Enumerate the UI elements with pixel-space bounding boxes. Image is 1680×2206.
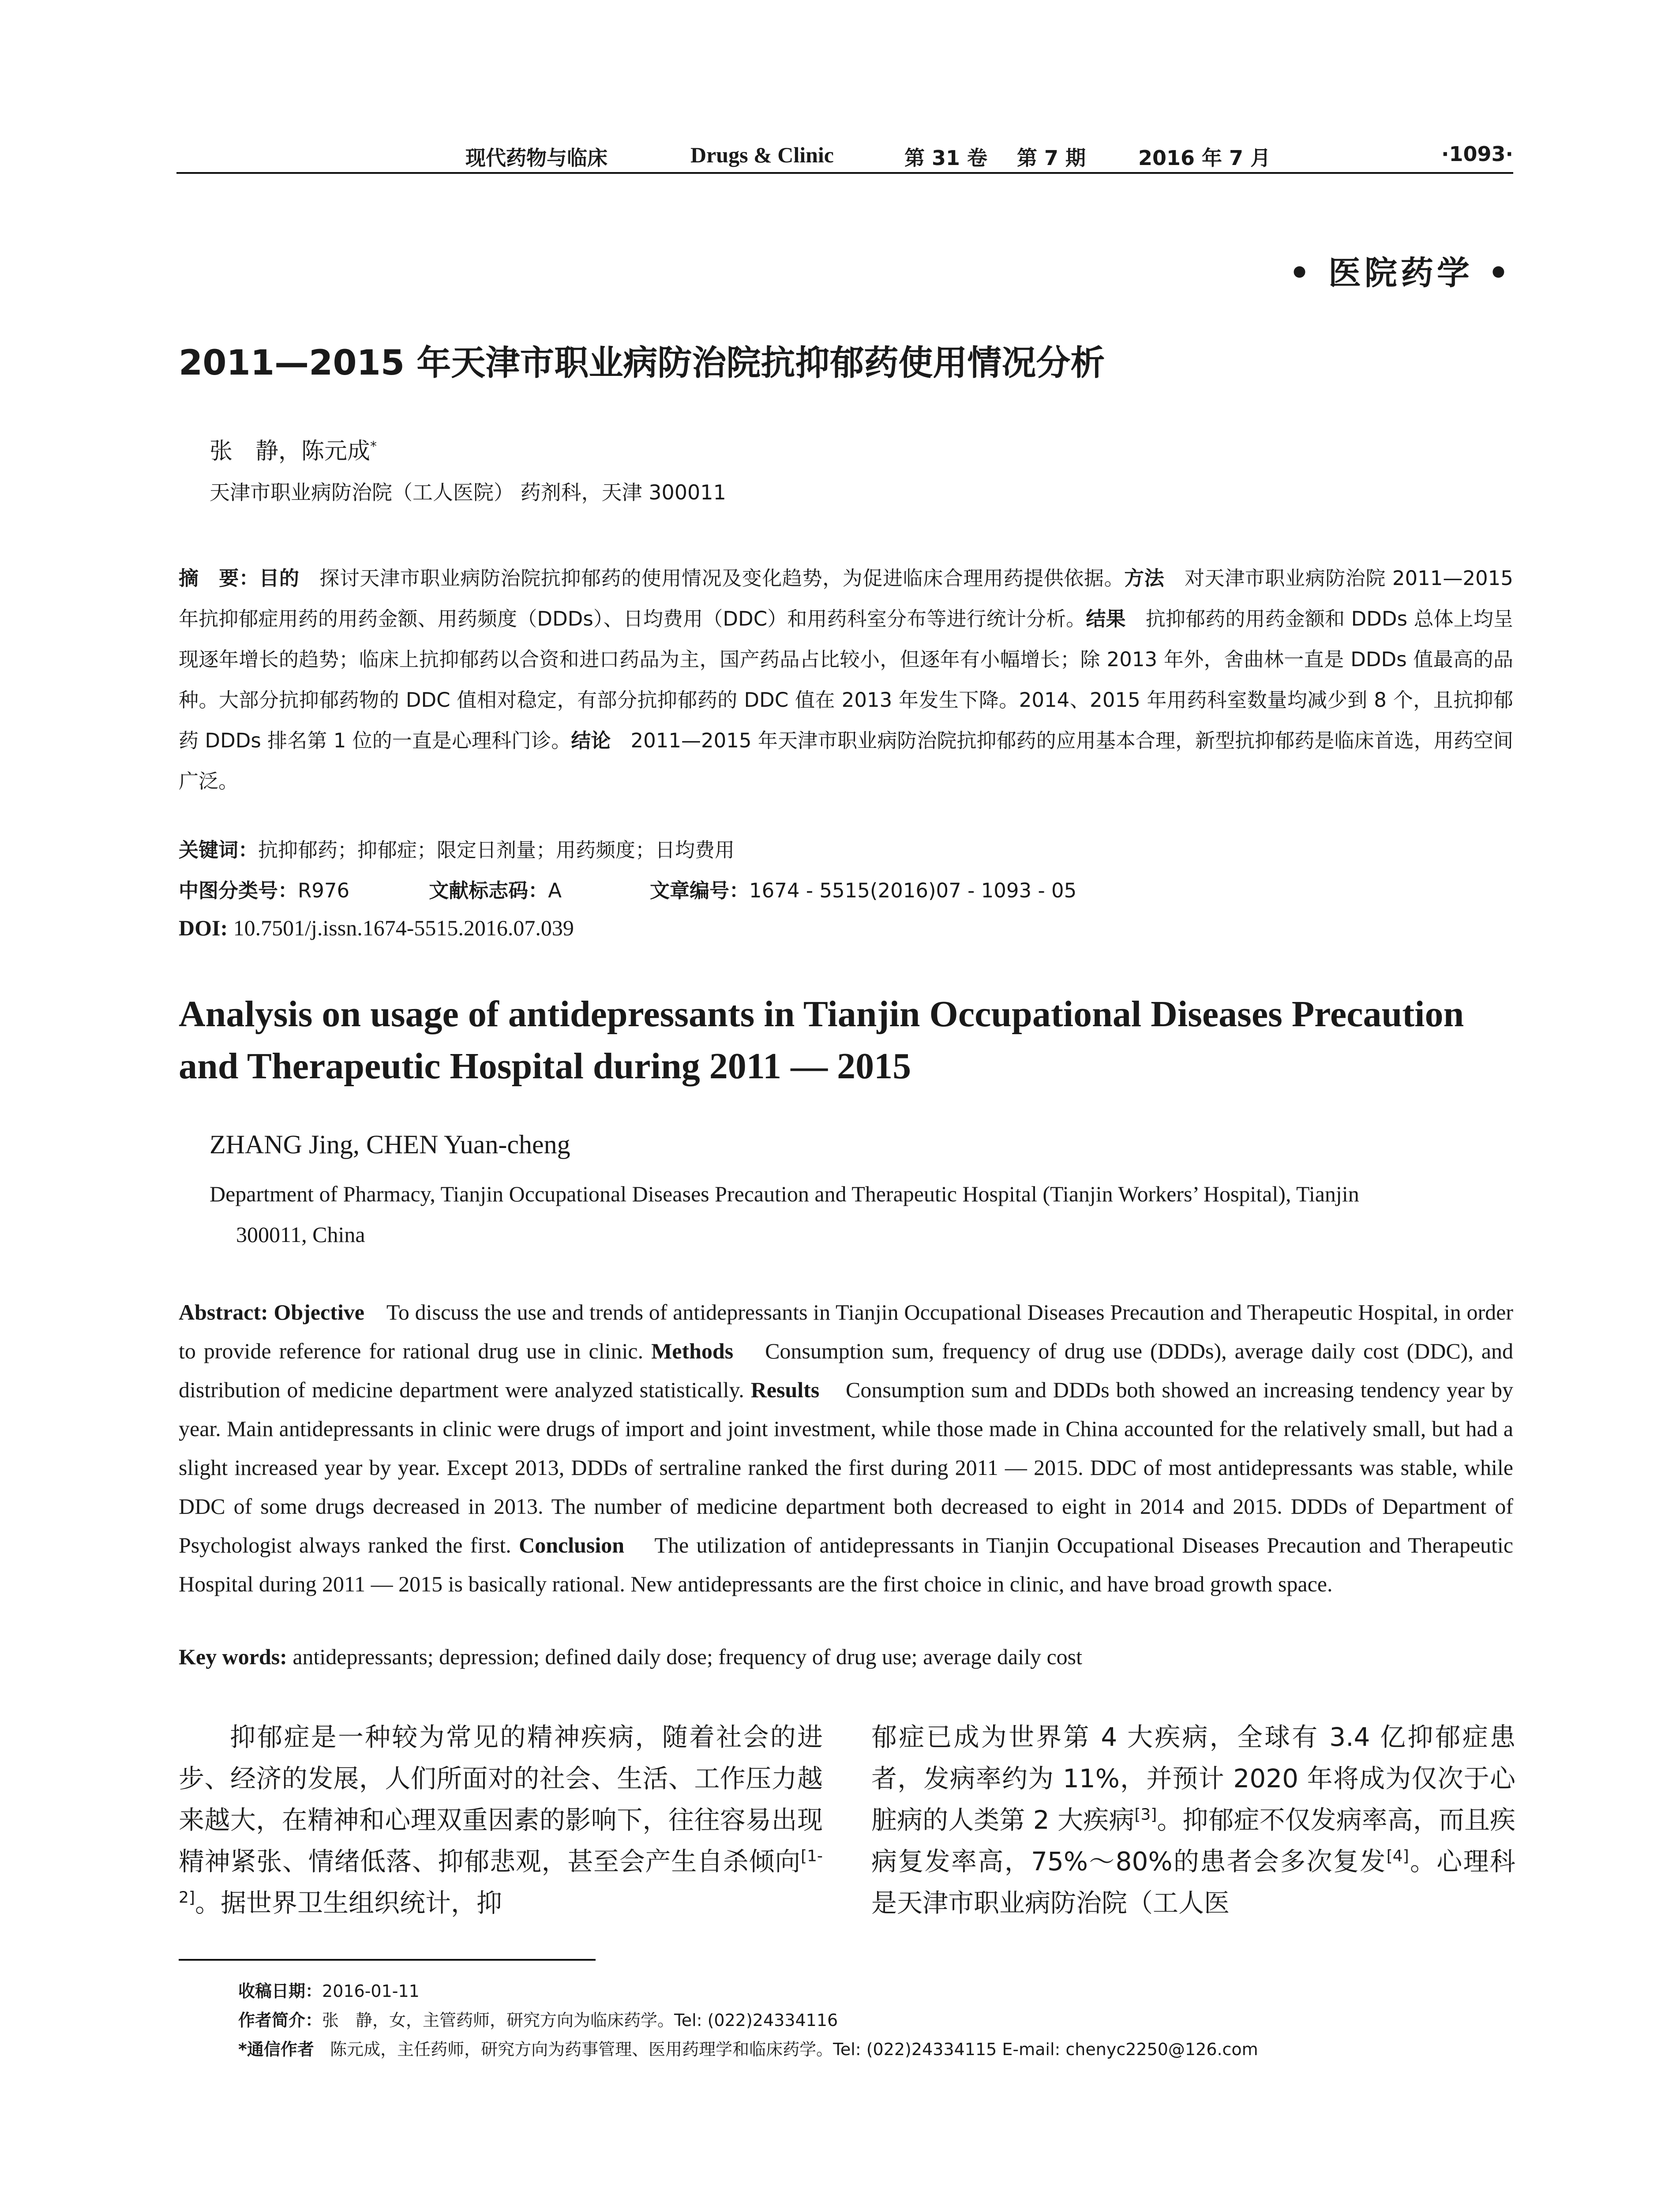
objective-text-cn: 探讨天津市职业病防治院抗抑郁药的使用情况及变化趋势，为促进临床合理用药提供依据。 — [319, 567, 1125, 590]
corresponding-mark: * — [370, 439, 377, 454]
objective-text-en: To discuss the use and trends of antidepressants in Tianjin Occupational Diseases Precaution and Therapeutic Hospital, in order to provide reference for rational drug use in clinic. — [179, 1300, 1514, 1363]
corresponding-info: 陈元成，主任药师，研究方向为药事管理、医用药理学和临床药学。Tel: (022)24334115 E-mail: chenyc2250@126.com — [330, 2040, 1258, 2059]
corresponding-label: *通信作者 — [238, 2040, 314, 2059]
author-bio: 张 静，女，主管药师，研究方向为临床药学。Tel: (022)24334116 — [322, 2011, 838, 2030]
body-paragraph — [179, 1716, 823, 1924]
results-label-cn: 结果 — [1086, 607, 1126, 630]
footnotes — [238, 1977, 1513, 2064]
citation-4[interactable]: [4] — [1386, 1847, 1409, 1865]
methods-label-en: Methods — [651, 1339, 734, 1363]
doi-value[interactable]: 10.7501/j.issn.1674-5515.2016.07.039 — [233, 915, 574, 940]
doc-code-label: 文献标志码： — [429, 879, 548, 902]
objective-label-en: Objective — [274, 1300, 364, 1324]
conclusion-label-en: Conclusion — [519, 1533, 625, 1557]
footnote-author — [238, 2006, 1513, 2035]
issue-number: 第 7 期 — [1017, 146, 1086, 170]
classification-line — [179, 874, 1076, 903]
journal-name-cn: 现代药物与临床 — [465, 146, 608, 170]
footnote-divider — [179, 1959, 596, 1961]
body-text-left-a: 抑郁症是一种较为常见的精神疾病，随着社会的进步、经济的发展，人们所面对的社会、生活、工作压力越来越大，在精神和心理双重因素的影响下，往往容易出现精神紧张、情绪低落、抑郁悲观，甚至会产生自杀倾向 — [179, 1722, 823, 1876]
body-text-right-c: 。心理科是天津市职业病防治院（工人医 — [871, 1846, 1515, 1918]
journal-name-en: Drugs & Clinic — [690, 143, 834, 167]
affiliation-en-line2: 300011, China — [236, 1222, 365, 1247]
body-text-left-b: 。据世界卫生组织统计，抑 — [195, 1888, 502, 1918]
results-text-cn: 抗抑郁药的用药金额和 DDDs 总体上均呈现逐年增长的趋势；临床上抗抑郁药以合资和进口药品为主，国产药品占比较小，但逐年有小幅增长；除 2013 年外，舍曲林一直是 DDDs 值最高的品种。大部分抗抑郁药物的 DDC 值相对稳定，有部分抗抑郁药的 DDC 值在 2013 年发生下降。2014、2015 年用药科室数量均减少到 8 个，且抗抑郁药 DDDs 排名第 1 位的一直是心理科门诊。 — [179, 607, 1513, 752]
keywords-cn — [179, 834, 735, 863]
footnote-corresponding — [238, 2035, 1513, 2064]
abstract-label-en: Abstract: — [179, 1300, 268, 1324]
affiliation-en — [210, 1174, 1513, 1255]
article-title-cn: 2011—2015 年天津市职业病防治院抗抑郁药使用情况分析 — [179, 343, 1105, 383]
section-label: • 医院药学 • — [1289, 254, 1512, 292]
abstract-cn — [179, 558, 1513, 802]
clc-label: 中图分类号： — [179, 879, 298, 902]
doc-code-value: A — [548, 879, 562, 902]
page-number: ·1093· — [1441, 142, 1513, 166]
publication-date: 2016 年 7 月 — [1138, 146, 1271, 170]
article-number-label: 文章编号： — [650, 879, 750, 902]
author-bio-label: 作者简介： — [238, 2011, 322, 2030]
citation-3[interactable]: [3] — [1134, 1805, 1157, 1824]
abstract-label-cn: 摘 要： — [179, 567, 259, 590]
conclusion-label-cn: 结论 — [571, 729, 611, 752]
methods-text-en: Consumption sum, frequency of drug use (DDDs), average daily cost (DDC), and distribution of medicine department were analyzed statistically. — [179, 1339, 1513, 1402]
authors-cn — [210, 432, 377, 465]
clc-value: R976 — [298, 879, 350, 902]
doi-line — [179, 915, 574, 941]
body-column-right — [871, 1716, 1515, 1924]
keywords-label-cn: 关键词： — [179, 838, 259, 862]
volume-number: 第 31 卷 — [904, 146, 988, 170]
keywords-value-en: antidepressants; depression; defined daily dose; frequency of drug use; average daily cost — [292, 1644, 1083, 1669]
keywords-value-cn: 抗抑郁药；抑郁症；限定日剂量；用药频度；日均费用 — [258, 838, 735, 862]
body-text-right-b: 。抑郁症不仅发病率高，而且疾病复发率高，75%～80%的患者会多次复发 — [871, 1805, 1515, 1876]
conclusion-text-cn: 2011—2015 年天津市职业病防治院抗抑郁药的应用基本合理，新型抗抑郁药是临床首选，用药空间广泛。 — [179, 729, 1513, 793]
author-names-cn: 张 静，陈元成 — [210, 438, 371, 465]
received-date: 2016-01-11 — [322, 1981, 420, 2001]
body-text-right-a: 郁症已成为世界第 4 大疾病，全球有 3.4 亿抑郁症患者，发病率约为 11%，并预计 2020 年将成为仅次于心脏病的人类第 2 大疾病 — [871, 1722, 1515, 1835]
article-title-en: Analysis on usage of antidepressants in Tianjin Occupational Diseases Precaution and Therapeutic Hospital during 2011 — 2015 — [179, 994, 1464, 1087]
received-label: 收稿日期： — [238, 1981, 322, 2001]
doi-label: DOI: — [179, 915, 228, 940]
methods-text-cn: 对天津市职业病防治院 2011—2015 年抗抑郁症用药的用药金额、用药频度（DDDs）、日均费用（DDC）和用药科室分布等进行统计分析。 — [179, 567, 1513, 630]
authors-en: ZHANG Jing, CHEN Yuan-cheng — [210, 1130, 570, 1159]
article-number-value: 1674 - 5515(2016)07 - 1093 - 05 — [749, 879, 1077, 902]
results-text-en: Consumption sum and DDDs both showed an increasing tendency year by year. Main antidepressants in clinic were drugs of import and joint investment, while those made in China accounted for the relatively small, but had a slight increased year by year. Except 2013, DDDs of sertraline ranked the first during 2011 — 2015. DDC of most antidepressants was stable, while DDC of some drugs decreased in 2013. The number of medicine department both decreased to eight in 2014 and 2015. DDDs of Department of Psychologist always ranked the first. — [179, 1377, 1514, 1557]
abstract-en — [179, 1293, 1513, 1603]
keywords-label-en: Key words: — [179, 1644, 287, 1669]
results-label-en: Results — [750, 1377, 820, 1402]
objective-label-cn: 目的 — [259, 567, 300, 590]
body-column-left — [179, 1716, 823, 1924]
affiliation-en-line1: Department of Pharmacy, Tianjin Occupational Diseases Precaution and Therapeutic Hospital (Tianjin Workers’ Hospital), Tianjin — [210, 1182, 1359, 1206]
running-header — [176, 141, 1513, 174]
body-paragraph-continued — [871, 1716, 1515, 1924]
footnote-received — [238, 1977, 1513, 2006]
keywords-en — [179, 1644, 1513, 1670]
affiliation-cn: 天津市职业病防治院（工人医院） 药剂科，天津 300011 — [210, 480, 726, 504]
methods-label-cn: 方法 — [1124, 567, 1165, 590]
citation-1-2[interactable]: [1-2] — [179, 1847, 823, 1907]
conclusion-text-en: The utilization of antidepressants in Tianjin Occupational Diseases Precaution and Therapeutic Hospital during 2011 — 2015 is basically rational. New antidepressants are the first choice in clinic, and have broad growth space. — [179, 1533, 1514, 1596]
